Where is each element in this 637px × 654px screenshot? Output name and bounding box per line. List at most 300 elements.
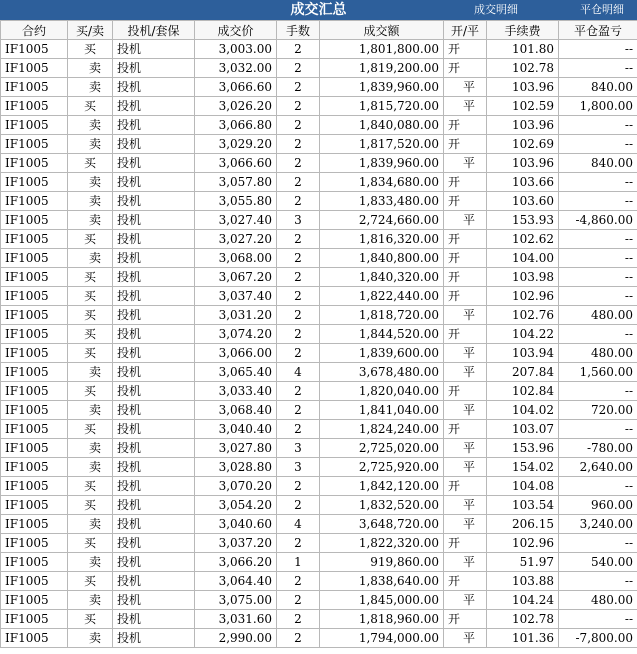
- fee-cell: 103.54: [487, 496, 559, 515]
- type-cell: 投机: [113, 306, 195, 325]
- open-close-cell: 平: [444, 629, 487, 648]
- lots-cell: 2: [277, 591, 320, 610]
- lots-cell: 2: [277, 306, 320, 325]
- col-header-open-close[interactable]: 开/平: [444, 21, 487, 40]
- fee-cell: 104.22: [487, 325, 559, 344]
- pnl-cell: -4,860.00: [559, 211, 637, 230]
- open-close-cell: 平: [444, 553, 487, 572]
- turnover-cell: 1,838,640.00: [320, 572, 444, 591]
- type-cell: 投机: [113, 591, 195, 610]
- lots-cell: 2: [277, 477, 320, 496]
- open-close-cell: 开: [444, 192, 487, 211]
- pnl-cell: 960.00: [559, 496, 637, 515]
- contract-cell: IF1005: [1, 135, 68, 154]
- pnl-cell: --: [559, 192, 637, 211]
- side-cell: 买: [68, 610, 113, 629]
- turnover-cell: 1,801,800.00: [320, 40, 444, 59]
- table-row[interactable]: [1, 173, 637, 192]
- col-header-spec-hedge[interactable]: 投机/套保: [113, 21, 195, 40]
- fee-cell: 101.36: [487, 629, 559, 648]
- turnover-cell: 1,840,800.00: [320, 249, 444, 268]
- turnover-cell: 2,725,020.00: [320, 439, 444, 458]
- contract-cell: IF1005: [1, 439, 68, 458]
- table-row[interactable]: [1, 477, 637, 496]
- lots-cell: 4: [277, 363, 320, 382]
- open-close-cell: 平: [444, 591, 487, 610]
- fee-cell: 103.94: [487, 344, 559, 363]
- side-cell: 卖: [68, 116, 113, 135]
- type-cell: 投机: [113, 610, 195, 629]
- open-close-cell: 开: [444, 268, 487, 287]
- pnl-cell: 840.00: [559, 78, 637, 97]
- open-close-cell: 平: [444, 496, 487, 515]
- lots-cell: 2: [277, 230, 320, 249]
- price-cell: 3,040.40: [195, 420, 277, 439]
- side-cell: 卖: [68, 363, 113, 382]
- turnover-cell: 1,816,320.00: [320, 230, 444, 249]
- table-row[interactable]: [1, 553, 637, 572]
- side-cell: 买: [68, 477, 113, 496]
- side-cell: 买: [68, 287, 113, 306]
- lots-cell: 2: [277, 572, 320, 591]
- lots-cell: 2: [277, 173, 320, 192]
- type-cell: 投机: [113, 534, 195, 553]
- fee-cell: 103.66: [487, 173, 559, 192]
- side-cell: 买: [68, 40, 113, 59]
- open-close-cell: 开: [444, 420, 487, 439]
- fee-cell: 102.78: [487, 59, 559, 78]
- open-close-cell: 平: [444, 97, 487, 116]
- type-cell: 投机: [113, 382, 195, 401]
- contract-cell: IF1005: [1, 154, 68, 173]
- side-cell: 卖: [68, 515, 113, 534]
- contract-cell: IF1005: [1, 325, 68, 344]
- table-row[interactable]: [1, 154, 637, 173]
- type-cell: 投机: [113, 553, 195, 572]
- fee-cell: 104.24: [487, 591, 559, 610]
- price-cell: 3,065.40: [195, 363, 277, 382]
- turnover-cell: 1,794,000.00: [320, 629, 444, 648]
- open-close-cell: 平: [444, 154, 487, 173]
- pnl-cell: 480.00: [559, 306, 637, 325]
- turnover-cell: 1,822,320.00: [320, 534, 444, 553]
- table-row[interactable]: [1, 572, 637, 591]
- fee-cell: 206.15: [487, 515, 559, 534]
- contract-cell: IF1005: [1, 40, 68, 59]
- type-cell: 投机: [113, 249, 195, 268]
- turnover-cell: 2,724,660.00: [320, 211, 444, 230]
- pnl-cell: --: [559, 477, 637, 496]
- pnl-cell: --: [559, 173, 637, 192]
- table-row[interactable]: [1, 515, 637, 534]
- type-cell: 投机: [113, 458, 195, 477]
- turnover-cell: 1,822,440.00: [320, 287, 444, 306]
- side-cell: 买: [68, 534, 113, 553]
- pnl-cell: 3,240.00: [559, 515, 637, 534]
- lots-cell: 2: [277, 287, 320, 306]
- type-cell: 投机: [113, 211, 195, 230]
- price-cell: 3,003.00: [195, 40, 277, 59]
- contract-cell: IF1005: [1, 78, 68, 97]
- lots-cell: 3: [277, 211, 320, 230]
- price-cell: 3,033.40: [195, 382, 277, 401]
- price-cell: 3,068.40: [195, 401, 277, 420]
- side-cell: 卖: [68, 401, 113, 420]
- table-header-row: [1, 21, 637, 40]
- type-cell: 投机: [113, 192, 195, 211]
- turnover-cell: 1,815,720.00: [320, 97, 444, 116]
- turnover-cell: 1,818,960.00: [320, 610, 444, 629]
- table-row[interactable]: [1, 116, 637, 135]
- type-cell: 投机: [113, 97, 195, 116]
- type-cell: 投机: [113, 363, 195, 382]
- turnover-cell: 1,840,080.00: [320, 116, 444, 135]
- lots-cell: 2: [277, 610, 320, 629]
- table-row[interactable]: [1, 268, 637, 287]
- price-cell: 3,075.00: [195, 591, 277, 610]
- price-cell: 3,064.40: [195, 572, 277, 591]
- table-row[interactable]: [1, 629, 637, 648]
- turnover-cell: 1,817,520.00: [320, 135, 444, 154]
- open-close-cell: 开: [444, 40, 487, 59]
- open-close-cell: 平: [444, 211, 487, 230]
- fee-cell: 154.02: [487, 458, 559, 477]
- price-cell: 3,032.00: [195, 59, 277, 78]
- type-cell: 投机: [113, 515, 195, 534]
- pnl-cell: 1,560.00: [559, 363, 637, 382]
- fee-cell: 103.96: [487, 78, 559, 97]
- turnover-cell: 1,834,680.00: [320, 173, 444, 192]
- type-cell: 投机: [113, 287, 195, 306]
- price-cell: 3,066.60: [195, 154, 277, 173]
- price-cell: 2,990.00: [195, 629, 277, 648]
- price-cell: 3,054.20: [195, 496, 277, 515]
- table-row[interactable]: [1, 363, 637, 382]
- turnover-cell: 1,845,000.00: [320, 591, 444, 610]
- table-row[interactable]: [1, 230, 637, 249]
- table-row[interactable]: [1, 496, 637, 515]
- col-header-lots[interactable]: 手数: [277, 21, 320, 40]
- pnl-cell: 480.00: [559, 344, 637, 363]
- contract-cell: IF1005: [1, 249, 68, 268]
- side-cell: 卖: [68, 591, 113, 610]
- contract-cell: IF1005: [1, 306, 68, 325]
- price-cell: 3,029.20: [195, 135, 277, 154]
- pnl-cell: -780.00: [559, 439, 637, 458]
- tab-trade-details[interactable]: 成交明细: [474, 3, 518, 16]
- turnover-cell: 1,820,040.00: [320, 382, 444, 401]
- turnover-cell: 919,860.00: [320, 553, 444, 572]
- lots-cell: 2: [277, 249, 320, 268]
- table-row[interactable]: [1, 382, 637, 401]
- table-row[interactable]: [1, 591, 637, 610]
- open-close-cell: 开: [444, 534, 487, 553]
- price-cell: 3,037.20: [195, 534, 277, 553]
- lots-cell: 2: [277, 344, 320, 363]
- pnl-cell: --: [559, 59, 637, 78]
- fee-cell: 102.96: [487, 534, 559, 553]
- col-header-turnover[interactable]: 成交额: [320, 21, 444, 40]
- contract-cell: IF1005: [1, 477, 68, 496]
- type-cell: 投机: [113, 268, 195, 287]
- lots-cell: 2: [277, 496, 320, 515]
- pnl-cell: --: [559, 116, 637, 135]
- turnover-cell: 1,839,600.00: [320, 344, 444, 363]
- open-close-cell: 开: [444, 325, 487, 344]
- table-row[interactable]: [1, 439, 637, 458]
- table-row[interactable]: [1, 249, 637, 268]
- pnl-cell: --: [559, 230, 637, 249]
- price-cell: 3,066.00: [195, 344, 277, 363]
- turnover-cell: 1,839,960.00: [320, 78, 444, 97]
- contract-cell: IF1005: [1, 610, 68, 629]
- col-header-contract[interactable]: 合约: [1, 21, 68, 40]
- col-header-price[interactable]: 成交价: [195, 21, 277, 40]
- open-close-cell: 开: [444, 59, 487, 78]
- open-close-cell: 平: [444, 401, 487, 420]
- table-row[interactable]: [1, 192, 637, 211]
- open-close-cell: 开: [444, 477, 487, 496]
- open-close-cell: 开: [444, 116, 487, 135]
- pnl-cell: 720.00: [559, 401, 637, 420]
- side-cell: 买: [68, 420, 113, 439]
- lots-cell: 4: [277, 515, 320, 534]
- side-cell: 卖: [68, 135, 113, 154]
- turnover-cell: 3,648,720.00: [320, 515, 444, 534]
- type-cell: 投机: [113, 154, 195, 173]
- contract-cell: IF1005: [1, 173, 68, 192]
- type-cell: 投机: [113, 344, 195, 363]
- price-cell: 3,067.20: [195, 268, 277, 287]
- fee-cell: 103.60: [487, 192, 559, 211]
- contract-cell: IF1005: [1, 211, 68, 230]
- turnover-cell: 1,844,520.00: [320, 325, 444, 344]
- pnl-cell: 480.00: [559, 591, 637, 610]
- table-row[interactable]: [1, 97, 637, 116]
- contract-cell: IF1005: [1, 344, 68, 363]
- table-row[interactable]: [1, 420, 637, 439]
- open-close-cell: 平: [444, 439, 487, 458]
- type-cell: 投机: [113, 572, 195, 591]
- pnl-cell: -7,800.00: [559, 629, 637, 648]
- fee-cell: 153.93: [487, 211, 559, 230]
- contract-cell: IF1005: [1, 59, 68, 78]
- fee-cell: 104.02: [487, 401, 559, 420]
- lots-cell: 2: [277, 59, 320, 78]
- pnl-cell: --: [559, 534, 637, 553]
- price-cell: 3,055.80: [195, 192, 277, 211]
- open-close-cell: 开: [444, 382, 487, 401]
- lots-cell: 1: [277, 553, 320, 572]
- contract-cell: IF1005: [1, 97, 68, 116]
- contract-cell: IF1005: [1, 401, 68, 420]
- price-cell: 3,027.40: [195, 211, 277, 230]
- fee-cell: 103.88: [487, 572, 559, 591]
- price-cell: 3,028.80: [195, 458, 277, 477]
- pnl-cell: --: [559, 135, 637, 154]
- fee-cell: 103.96: [487, 116, 559, 135]
- side-cell: 买: [68, 325, 113, 344]
- type-cell: 投机: [113, 439, 195, 458]
- contract-cell: IF1005: [1, 230, 68, 249]
- fee-cell: 51.97: [487, 553, 559, 572]
- turnover-cell: 1,832,520.00: [320, 496, 444, 515]
- price-cell: 3,068.00: [195, 249, 277, 268]
- table-row[interactable]: [1, 59, 637, 78]
- fee-cell: 153.96: [487, 439, 559, 458]
- contract-cell: IF1005: [1, 192, 68, 211]
- turnover-cell: 2,725,920.00: [320, 458, 444, 477]
- type-cell: 投机: [113, 325, 195, 344]
- turnover-cell: 1,841,040.00: [320, 401, 444, 420]
- contract-cell: IF1005: [1, 496, 68, 515]
- title-bar: [0, 0, 637, 20]
- price-cell: 3,027.20: [195, 230, 277, 249]
- turnover-cell: 3,678,480.00: [320, 363, 444, 382]
- price-cell: 3,066.20: [195, 553, 277, 572]
- fee-cell: 102.78: [487, 610, 559, 629]
- price-cell: 3,057.80: [195, 173, 277, 192]
- col-header-fee[interactable]: 手续费: [487, 21, 559, 40]
- pnl-cell: 840.00: [559, 154, 637, 173]
- lots-cell: 2: [277, 135, 320, 154]
- table-row[interactable]: [1, 287, 637, 306]
- fee-cell: 102.62: [487, 230, 559, 249]
- contract-cell: IF1005: [1, 382, 68, 401]
- lots-cell: 3: [277, 458, 320, 477]
- open-close-cell: 开: [444, 572, 487, 591]
- side-cell: 卖: [68, 553, 113, 572]
- turnover-cell: 1,840,320.00: [320, 268, 444, 287]
- table-row[interactable]: [1, 610, 637, 629]
- contract-cell: IF1005: [1, 515, 68, 534]
- lots-cell: 2: [277, 534, 320, 553]
- lots-cell: 2: [277, 401, 320, 420]
- side-cell: 卖: [68, 629, 113, 648]
- type-cell: 投机: [113, 230, 195, 249]
- side-cell: 买: [68, 344, 113, 363]
- fee-cell: 103.07: [487, 420, 559, 439]
- type-cell: 投机: [113, 401, 195, 420]
- open-close-cell: 开: [444, 249, 487, 268]
- pnl-cell: --: [559, 40, 637, 59]
- open-close-cell: 开: [444, 287, 487, 306]
- price-cell: 3,066.60: [195, 78, 277, 97]
- side-cell: 买: [68, 230, 113, 249]
- pnl-cell: --: [559, 382, 637, 401]
- type-cell: 投机: [113, 40, 195, 59]
- table-row[interactable]: [1, 211, 637, 230]
- price-cell: 3,066.80: [195, 116, 277, 135]
- pnl-cell: --: [559, 325, 637, 344]
- side-cell: 买: [68, 496, 113, 515]
- table-row[interactable]: [1, 344, 637, 363]
- pnl-cell: 1,800.00: [559, 97, 637, 116]
- open-close-cell: 平: [444, 78, 487, 97]
- open-close-cell: 平: [444, 344, 487, 363]
- side-cell: 卖: [68, 439, 113, 458]
- contract-cell: IF1005: [1, 591, 68, 610]
- open-close-cell: 平: [444, 363, 487, 382]
- open-close-cell: 平: [444, 515, 487, 534]
- contract-cell: IF1005: [1, 116, 68, 135]
- contract-cell: IF1005: [1, 268, 68, 287]
- side-cell: 卖: [68, 458, 113, 477]
- price-cell: 3,031.60: [195, 610, 277, 629]
- table-body: [1, 40, 637, 648]
- table-row[interactable]: [1, 306, 637, 325]
- price-cell: 3,070.20: [195, 477, 277, 496]
- turnover-cell: 1,839,960.00: [320, 154, 444, 173]
- table-row[interactable]: [1, 534, 637, 553]
- side-cell: 买: [68, 572, 113, 591]
- side-cell: 买: [68, 154, 113, 173]
- pnl-cell: --: [559, 287, 637, 306]
- type-cell: 投机: [113, 116, 195, 135]
- turnover-cell: 1,833,480.00: [320, 192, 444, 211]
- fee-cell: 207.84: [487, 363, 559, 382]
- fee-cell: 103.98: [487, 268, 559, 287]
- lots-cell: 2: [277, 116, 320, 135]
- fee-cell: 102.76: [487, 306, 559, 325]
- type-cell: 投机: [113, 420, 195, 439]
- price-cell: 3,027.80: [195, 439, 277, 458]
- page-title: 成交汇总: [290, 2, 347, 18]
- table-row[interactable]: [1, 325, 637, 344]
- table-row[interactable]: [1, 78, 637, 97]
- contract-cell: IF1005: [1, 629, 68, 648]
- fee-cell: 101.80: [487, 40, 559, 59]
- turnover-cell: 1,819,200.00: [320, 59, 444, 78]
- side-cell: 卖: [68, 249, 113, 268]
- side-cell: 买: [68, 268, 113, 287]
- fee-cell: 104.00: [487, 249, 559, 268]
- side-cell: 卖: [68, 173, 113, 192]
- pnl-cell: --: [559, 572, 637, 591]
- table-row[interactable]: [1, 401, 637, 420]
- pnl-cell: 2,640.00: [559, 458, 637, 477]
- price-cell: 3,074.20: [195, 325, 277, 344]
- lots-cell: 2: [277, 192, 320, 211]
- lots-cell: 2: [277, 325, 320, 344]
- side-cell: 卖: [68, 211, 113, 230]
- col-header-pnl[interactable]: 平仓盈亏: [559, 21, 637, 40]
- pnl-cell: --: [559, 610, 637, 629]
- lots-cell: 2: [277, 382, 320, 401]
- side-cell: 买: [68, 97, 113, 116]
- tab-closing-details[interactable]: 平仓明细: [580, 3, 624, 16]
- type-cell: 投机: [113, 629, 195, 648]
- fee-cell: 102.84: [487, 382, 559, 401]
- price-cell: 3,026.20: [195, 97, 277, 116]
- table-row[interactable]: [1, 135, 637, 154]
- fee-cell: 102.59: [487, 97, 559, 116]
- type-cell: 投机: [113, 496, 195, 515]
- fee-cell: 103.96: [487, 154, 559, 173]
- type-cell: 投机: [113, 135, 195, 154]
- lots-cell: 2: [277, 629, 320, 648]
- fee-cell: 102.69: [487, 135, 559, 154]
- price-cell: 3,031.20: [195, 306, 277, 325]
- price-cell: 3,040.60: [195, 515, 277, 534]
- table-row[interactable]: [1, 458, 637, 477]
- col-header-side[interactable]: 买/卖: [68, 21, 113, 40]
- turnover-cell: 1,818,720.00: [320, 306, 444, 325]
- side-cell: 买: [68, 382, 113, 401]
- open-close-cell: 开: [444, 230, 487, 249]
- type-cell: 投机: [113, 477, 195, 496]
- table-row[interactable]: [1, 40, 637, 59]
